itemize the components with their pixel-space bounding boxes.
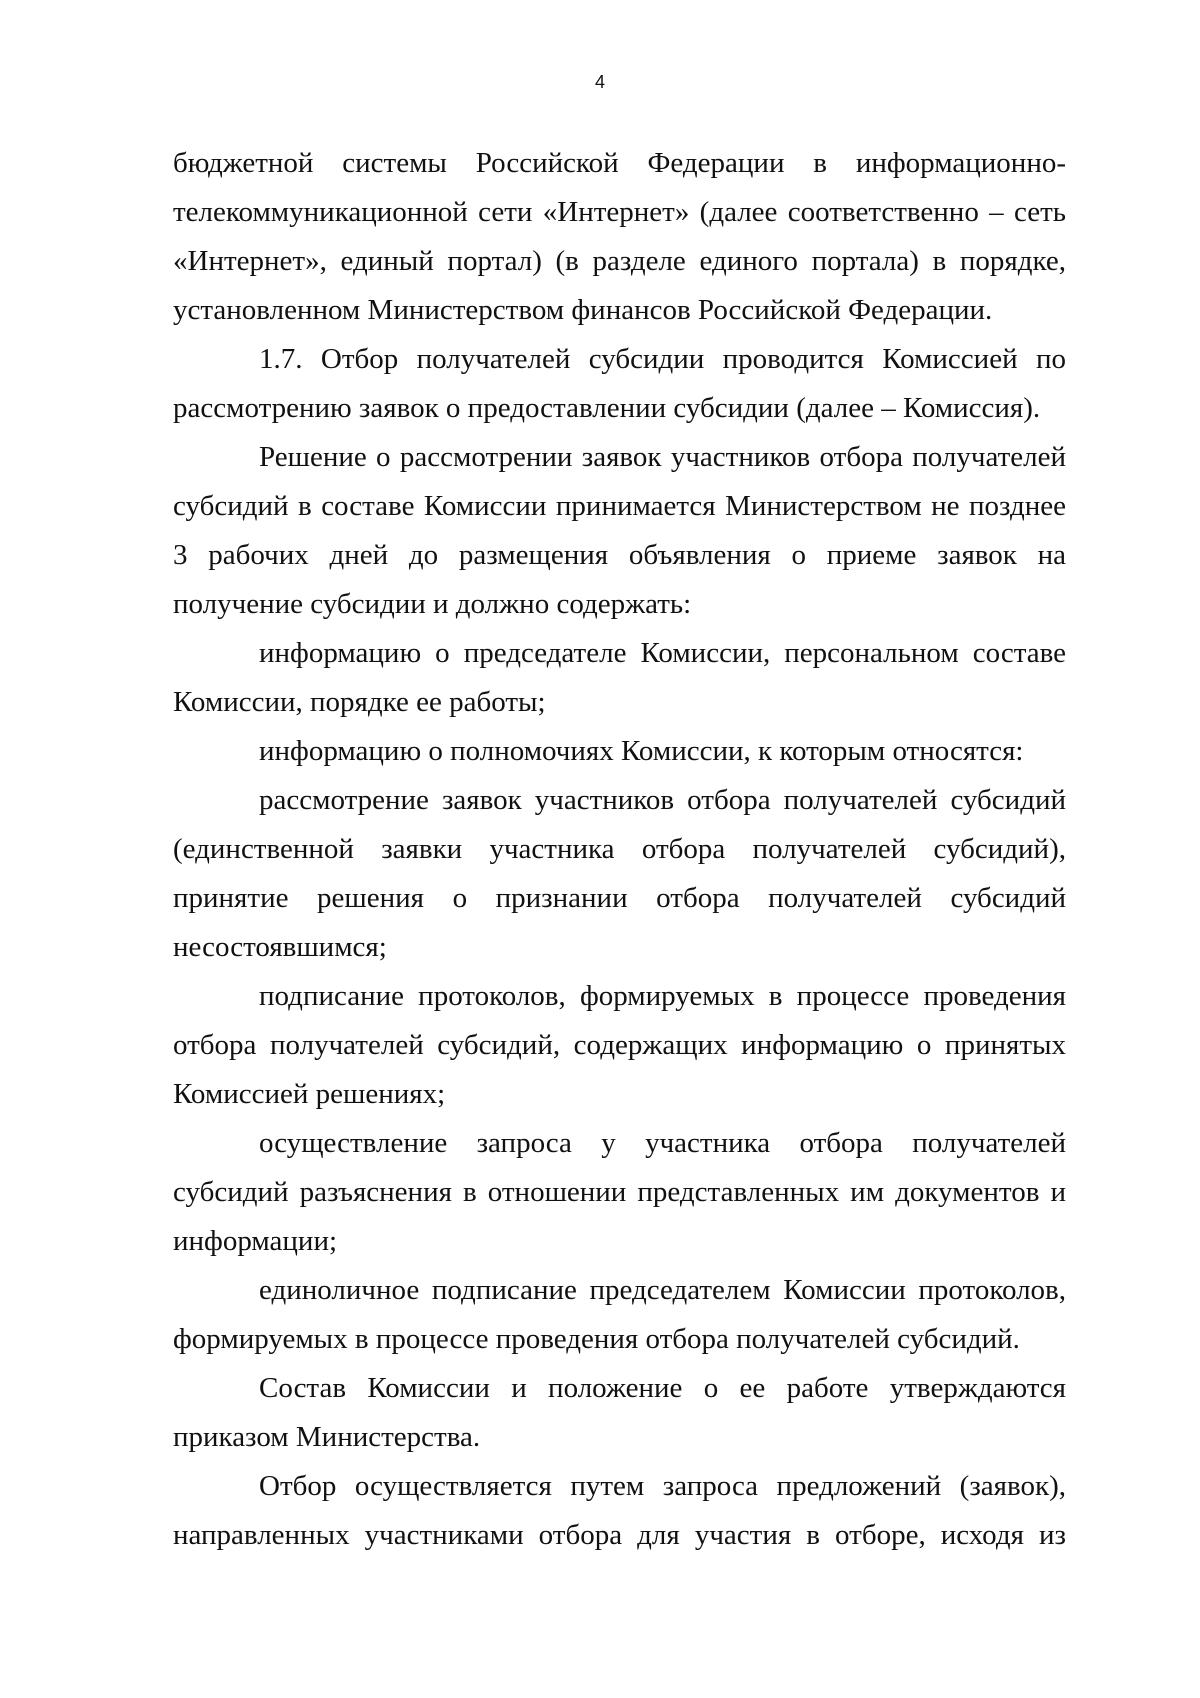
paragraph-sole-signing: единоличное подписание председателем Комиссии протоколов, формируемых в процессе проведения отбора получателей субсидий. (173, 1274, 1066, 1355)
paragraph-commission-composition: Состав Комиссии и положение о ее работе утверждаются приказом Министерства. (173, 1372, 1066, 1453)
paragraph-sign-protocols: подписание протоколов, формируемых в процессе проведения отбора получателей субсидий, содержащих информацию о принятых Комиссией решениях; (173, 980, 1066, 1110)
paragraph-continuation: бюджетной системы Российской Федерации в информационно-телекоммуникационной сети «Интернет» (далее соответственно – сеть «Интернет», единый портал) (в разделе единого портала) в порядке, установленном Министерством финансов Российской Федерации. (173, 147, 1066, 326)
paragraph-1-7: 1.7. Отбор получателей субсидии проводится Комиссией по рассмотрению заявок о предоставлении субсидии (далее – Комиссия). (173, 343, 1066, 424)
paragraph-review-applications: рассмотрение заявок участников отбора получателей субсидий (единственной заявки участника отбора получателей субсидий), принятие решения о признании отбора получателей субсидий несостоявшимся; (173, 784, 1066, 963)
paragraph-chairman-info: информацию о председателе Комиссии, персональном составе Комиссии, порядке ее работы; (173, 637, 1066, 718)
paragraph-powers-info: информацию о полномочиях Комиссии, к которым относятся: (259, 735, 1024, 767)
paragraph-decision: Решение о рассмотрении заявок участников отбора получателей субсидий в составе Комиссии принимается Министерством не позднее 3 рабочих дней до размещения объявления о приеме заявок на получение субсидии и должно содержать: (173, 441, 1066, 620)
body-text (173, 139, 1066, 1560)
paragraph-selection-method: Отбор осуществляется путем запроса предложений (заявок), направленных участниками отбора для участия в отборе, исходя из (173, 1470, 1066, 1551)
paragraph-request-clarification: осуществление запроса у участника отбора получателей субсидий разъяснения в отношении представленных им документов и информации; (173, 1127, 1066, 1257)
page-number: 4 (594, 72, 605, 92)
